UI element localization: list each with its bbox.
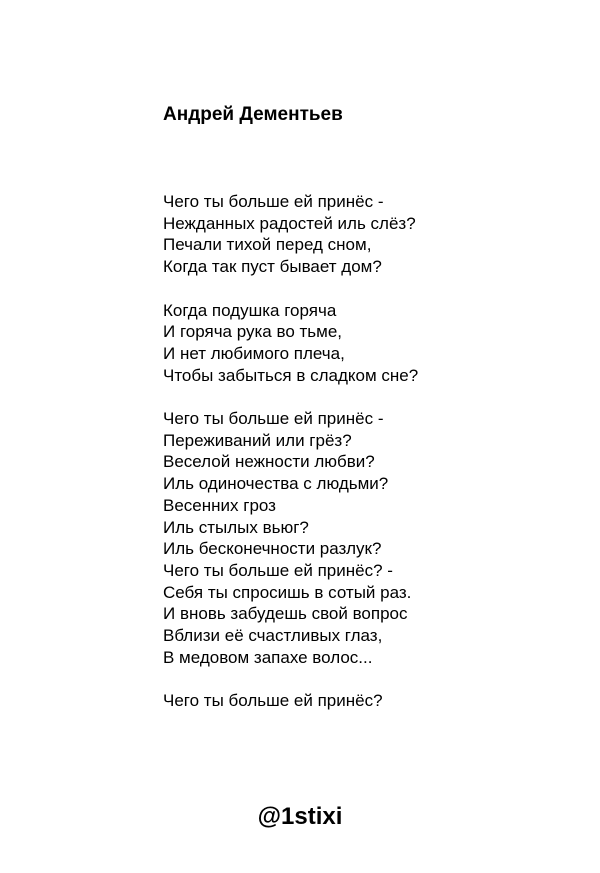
poem-line: В медовом запахе волос... <box>163 647 373 667</box>
author-name: Андрей Дементьев <box>163 104 343 125</box>
poem-line: Весенних гроз <box>163 495 276 515</box>
poem-line: Иль стылых вьюг? <box>163 517 309 537</box>
poem-line: Чего ты больше ей принёс - <box>163 192 384 211</box>
poem-line: Чего ты больше ей принёс? <box>163 691 383 711</box>
poem-line: Когда подушка горяча <box>163 300 337 320</box>
poem-line: Когда так пуст бывает дом? <box>163 257 382 277</box>
poem-line: Иль одиночества с людьми? <box>163 474 389 494</box>
poem-line: И горяча рука во тьме, <box>163 322 343 342</box>
stanza <box>163 300 418 387</box>
poem-line: Переживаний или грёз? <box>163 430 352 450</box>
poem-line: Вблизи её счастливых глаз, <box>163 626 383 646</box>
stanza <box>163 690 418 712</box>
poem-body <box>163 191 418 734</box>
poem-line: Чтобы забыться в сладком сне? <box>163 365 419 385</box>
poem-line: И нет любимого плеча, <box>163 343 345 363</box>
poem-line: Иль бесконечности разлук? <box>163 539 382 559</box>
poem-line: Веселой нежности любви? <box>163 452 375 472</box>
poem-line: Чего ты больше ей принёс - <box>163 409 384 428</box>
poem-line: Себя ты спросишь в сотый раз. <box>163 582 412 602</box>
poem-line: Печали тихой перед сном, <box>163 235 372 255</box>
social-handle: @1stixi <box>257 803 343 830</box>
stanza <box>163 408 418 668</box>
stanza <box>163 191 418 278</box>
poem-line: Нежданных радостей иль слёз? <box>163 213 416 233</box>
poem-line: Чего ты больше ей принёс? - <box>163 560 393 580</box>
poem-line: И вновь забудешь свой вопрос <box>163 604 408 624</box>
